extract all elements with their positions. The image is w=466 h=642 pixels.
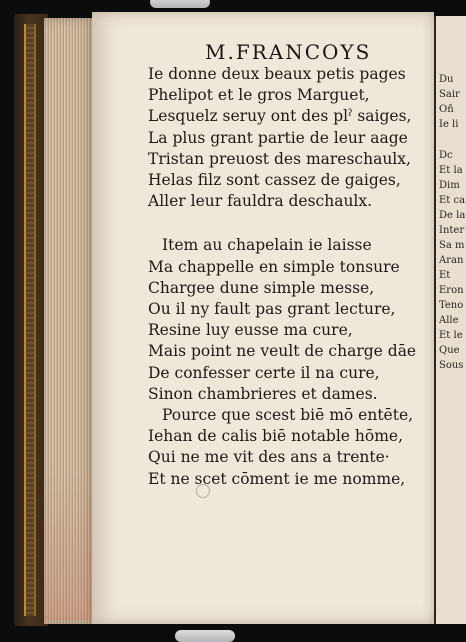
facing-page-line: Inter xyxy=(439,225,465,236)
facing-page-line: Et ca xyxy=(439,195,466,206)
facing-page-line: Oñ xyxy=(439,104,454,115)
facing-page-line: Que xyxy=(439,345,460,356)
facing-page-line: Eron xyxy=(439,285,464,296)
verse-line: Ou il ny fault pas grant lecture, xyxy=(148,300,396,319)
facing-page-line: Sous xyxy=(439,360,464,371)
verse-line: Iehan de calis biē notable hōme, xyxy=(148,427,404,446)
facing-page-line: De la xyxy=(439,210,466,221)
running-head: M.FRANCOYS xyxy=(205,40,372,64)
verse-line: Item au chapelain ie laisse xyxy=(162,236,372,255)
bleed-through-mark xyxy=(196,484,210,498)
facing-page-line: Du xyxy=(439,74,454,85)
verse-line: Aller leur fauldra deschaulx. xyxy=(148,192,373,211)
page-holder-clip-bottom xyxy=(175,630,235,642)
facing-page-line: Aran xyxy=(439,255,464,266)
facing-page-line: Et la xyxy=(439,165,463,176)
facing-page-line: Et xyxy=(439,270,451,281)
gilt-border-decoration xyxy=(24,24,36,616)
facing-page-line: Et le xyxy=(439,330,463,341)
verse-line: Sinon chambrieres et dames. xyxy=(148,384,378,403)
facing-page-line: Dc xyxy=(439,150,453,161)
facing-page-line: Ie li xyxy=(439,119,459,130)
poem-text xyxy=(148,64,430,490)
verse-line: De confesser certe il na cure, xyxy=(148,363,380,382)
verse-line: Qui ne me vit des ans a trente· xyxy=(148,448,390,467)
verse-line: Chargee dune simple messe, xyxy=(148,278,375,297)
verse-line: Ma chappelle en simple tonsure xyxy=(148,257,400,276)
verse-line: Resine luy eusse ma cure, xyxy=(148,321,353,340)
verse-line: Mais point ne veult de charge dāe xyxy=(148,342,417,361)
verse-line: Et ne scet cōment ie me nomme, xyxy=(148,469,406,488)
verse-line: Helas filz sont cassez de gaiges, xyxy=(148,171,401,190)
facing-page-line: Dim xyxy=(439,180,460,191)
facing-page-line: Sair xyxy=(439,89,460,100)
page-edges-tint xyxy=(44,470,96,620)
verse-line: Tristan preuost des mareschaulx, xyxy=(148,149,411,168)
facing-page-line: Teno xyxy=(439,300,464,311)
verse-line: La plus grant partie de leur aage xyxy=(148,128,408,147)
facing-page-line: Alle xyxy=(439,315,459,326)
facing-page-strip xyxy=(434,16,466,624)
page-holder-clip-top xyxy=(150,0,210,8)
verse-line: Phelipot et le gros Marguet, xyxy=(148,86,370,105)
facing-page-line: Sa m xyxy=(439,240,465,251)
verse-line: Pource que scest biē mō entēte, xyxy=(162,406,414,425)
verse-line: Lesquelz seruy ont des plˀ saiges, xyxy=(148,107,412,126)
verse-line: Ie donne deux beaux petis pages xyxy=(148,65,406,83)
